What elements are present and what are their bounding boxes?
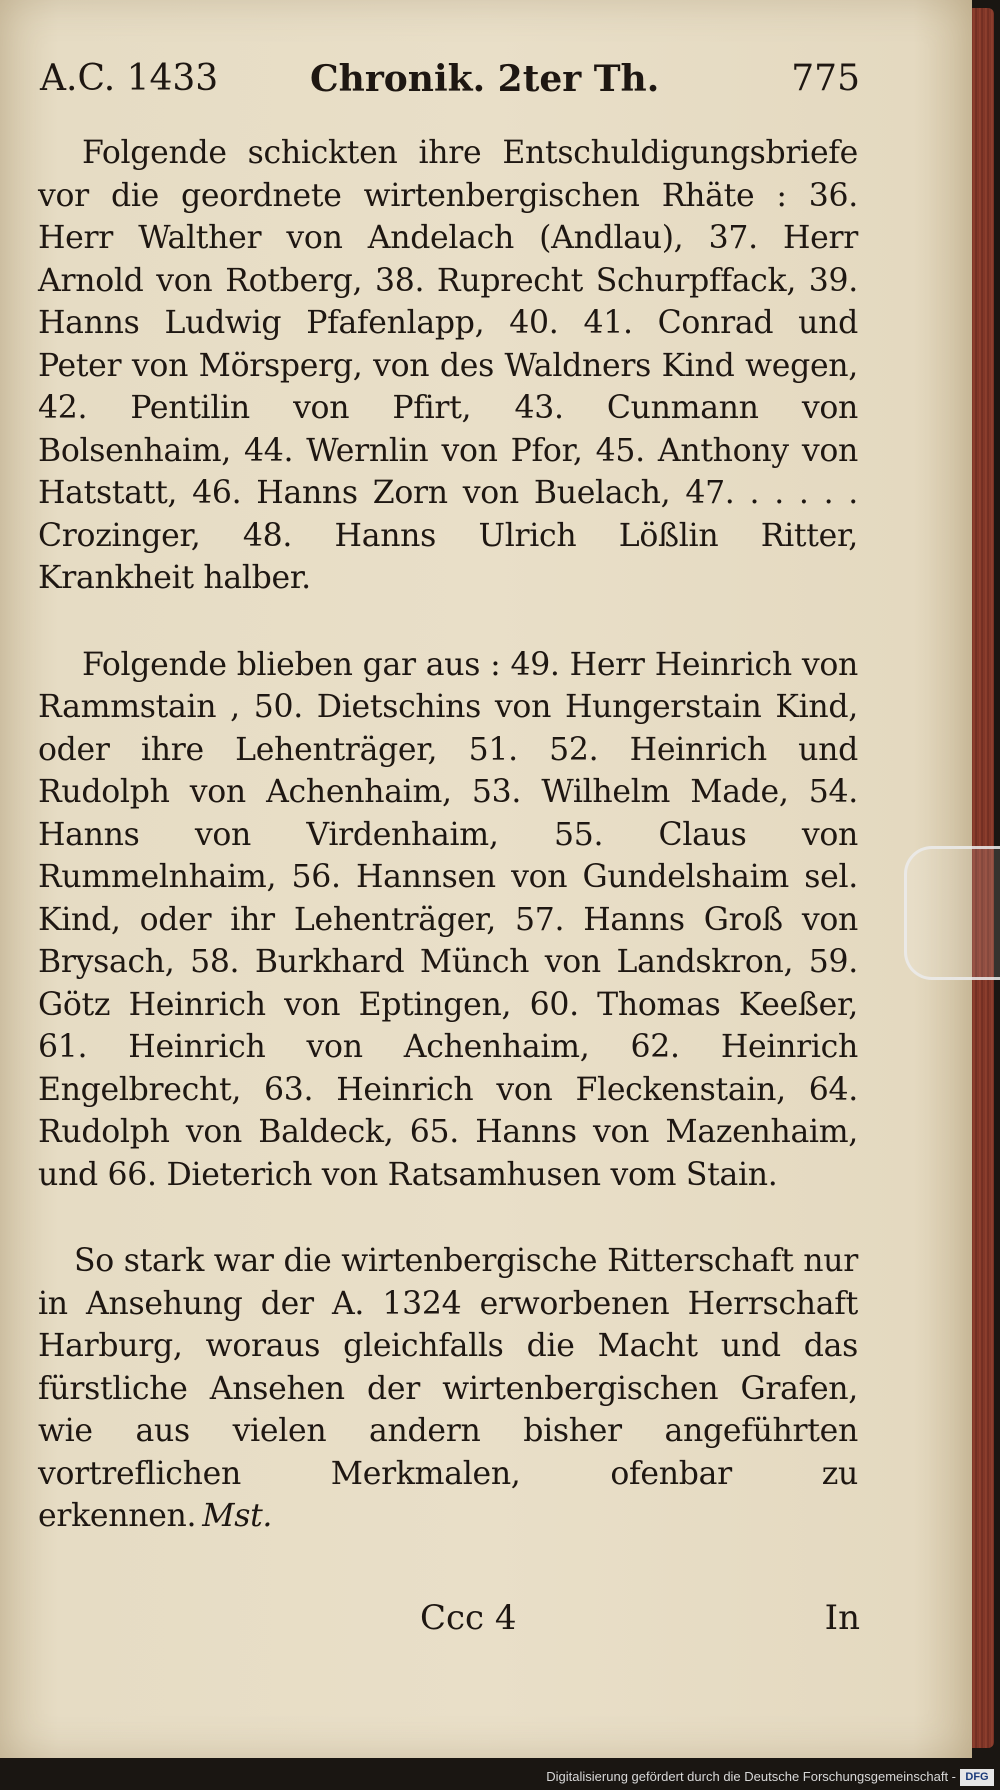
paragraph-conclusion-text: So stark war die wirtenbergische Ritterschaft nur in Ansehung der A. 1324 erworbenen Herrschaft Harburg, woraus gleichfalls die Macht und das fürstliche Ansehen der wirtenbergischen Grafen, wie aus vielen andern bisher angeführten vortreflichen Merkmalen, ofenbar zu erkennen. — [38, 1243, 858, 1534]
header-title: Chronik. 2ter Th. — [310, 58, 660, 100]
dfg-logo-icon: DFG — [960, 1769, 994, 1786]
page-number: 775 — [791, 58, 860, 99]
page-body — [38, 132, 858, 1538]
header-year: A.C. 1433 — [40, 58, 219, 99]
digitization-credit: Digitalisierung gefördert durch die Deutsche Forschungsgemeinschaft - — [546, 1769, 956, 1784]
credit-bar — [0, 1766, 1000, 1790]
paragraph-excuses: Folgende schickten ihre Entschuldigungsbriefe vor die geordnete wirtenbergischen Rhäte : 36. Herr Walther von Andelach (Andlau), 37. Herr Arnold von Rotberg, 38. Ruprecht Schurpffack, 39. Hanns Ludwig Pfafenlapp, 40. 41. Conrad und Peter von Mörsperg, von des Waldners Kind wegen, 42. Pentilin von Pfirt, 43. Cunmann von Bolsenhaim, 44. Wernlin von Pfor, 45. Anthony von Hatstatt, 46. Hanns Zorn von Buelach, 47. . . . . . Crozinger, 48. Hanns Ulrich Lößlin Ritter, Krankheit halber. — [38, 135, 858, 596]
page-clip — [904, 846, 1000, 980]
source-note: Mst. — [202, 1498, 273, 1534]
catchword: In — [824, 1598, 860, 1638]
signature-mark: Ccc 4 — [420, 1598, 517, 1638]
paragraph-conclusion — [38, 1240, 858, 1538]
running-header — [40, 58, 860, 108]
paragraph-absent: Folgende blieben gar aus : 49. Herr Heinrich von Rammstain , 50. Dietschins von Hungerstain Kind, oder ihre Lehenträger, 51. 52. Heinrich und Rudolph von Achenhaim, 53. Wilhelm Made, 54. Hanns von Virdenhaim, 55. Claus von Rummelnhaim, 56. Hannsen von Gundelshaim sel. Kind, oder ihr Lehenträger, 57. Hanns Groß von Brysach, 58. Burkhard Münch von Landskron, 59. Götz Heinrich von Eptingen, 60. Thomas Keeßer, 61. Heinrich von Achenhaim, 62. Heinrich Engelbrecht, 63. Heinrich von Fleckenstain, 64. Rudolph von Baldeck, 65. Hanns von Mazenhaim, und 66. Dieterich von Ratsamhusen vom Stain. — [38, 646, 858, 1193]
page-footer — [40, 1598, 860, 1648]
